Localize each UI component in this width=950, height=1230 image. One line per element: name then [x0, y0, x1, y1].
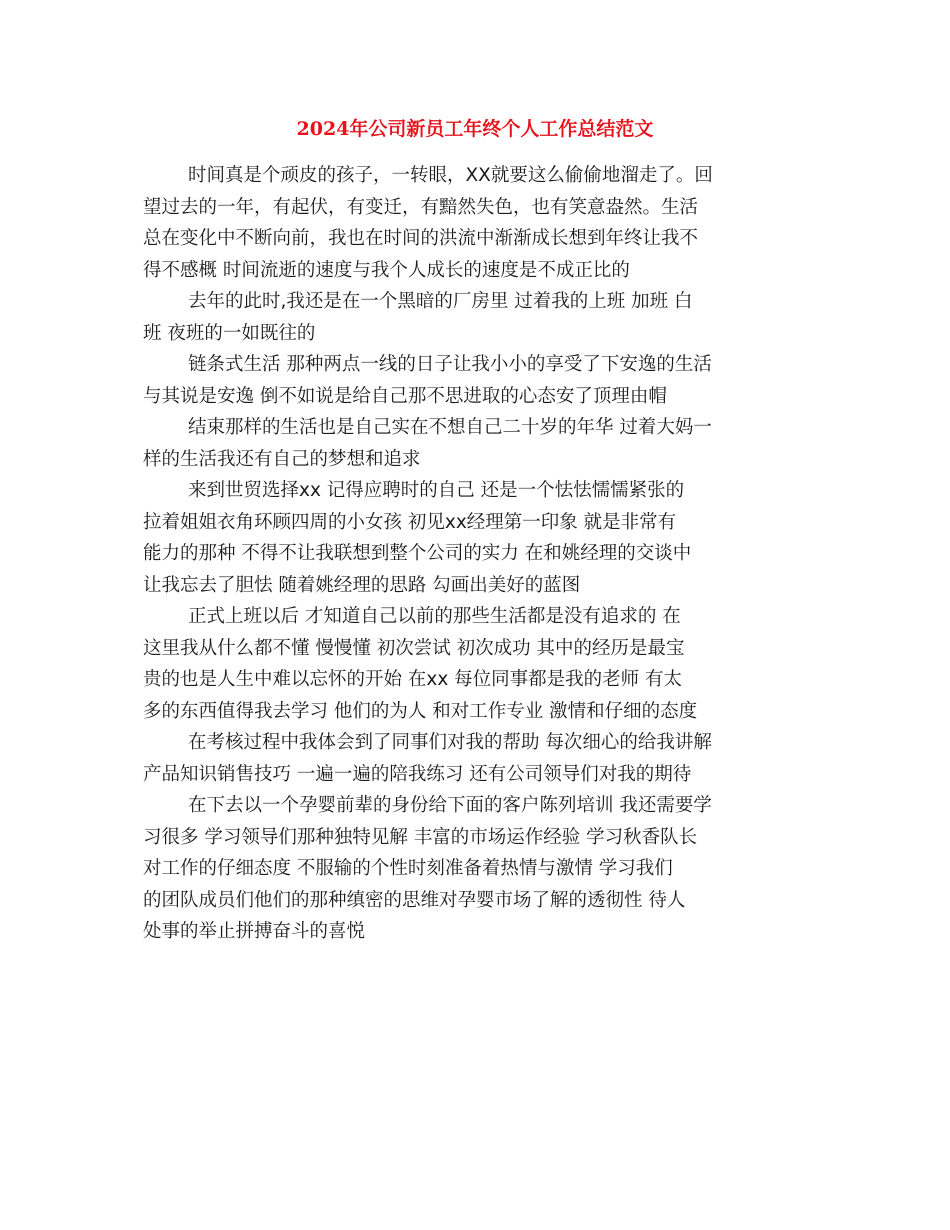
paragraph: [143, 286, 808, 349]
paragraph-line: 结束那样的生活也是自己实在不想自己二十岁的年华 过着大妈一: [188, 417, 712, 438]
paragraph: [143, 475, 808, 601]
paragraph: [143, 601, 808, 727]
paragraph-line: 这里我从什么都不懂 慢慢懂 初次尝试 初次成功 其中的经历是最宝: [143, 637, 685, 659]
paragraph-line: 在考核过程中我体会到了同事们对我的帮助 每次细心的给我讲解: [188, 732, 712, 753]
paragraph: [143, 790, 808, 948]
paragraph-line: 班 夜班的一如既往的: [143, 322, 316, 344]
paragraph: [143, 349, 808, 412]
document-body: [143, 160, 808, 948]
paragraph: [143, 727, 808, 790]
paragraph-line: 多的东西值得我去学习 他们的为人 和对工作专业 激情和仔细的态度: [143, 700, 698, 722]
paragraph-line: 拉着姐姐衣角环顾四周的小女孩 初见xx经理第一印象 就是非常有: [143, 511, 677, 533]
paragraph-line: 在下去以一个孕婴前辈的身份给下面的客户陈列培训 我还需要学: [188, 795, 712, 816]
paragraph-line: 得不感概 时间流逝的速度与我个人成长的速度是不成正比的: [143, 259, 630, 281]
paragraph-line: 对工作的仔细态度 不服输的个性时刻准备着热情与激情 学习我们: [143, 858, 673, 879]
paragraph-line: 习很多 学习领导们那种独特见解 丰富的市场运作经验 学习秋香队长: [143, 826, 698, 848]
paragraph-line: 处事的举止拼搏奋斗的喜悦: [143, 921, 366, 942]
paragraph-line: 链条式生活 那种两点一线的日子让我小小的享受了下安逸的生活: [188, 354, 712, 375]
document-title: 2024年公司新员工年终个人工作总结范文: [296, 118, 654, 140]
paragraph-line: 望过去的一年，有起伏，有变迁，有黯然失色，也有笑意盎然。生活: [143, 196, 699, 218]
paragraph-line: 正式上班以后 才知道自己以前的那些生活都是没有追求的 在: [188, 606, 681, 627]
paragraph-line: 能力的那种 不得不让我联想到整个公司的实力 在和姚经理的交谈中: [143, 543, 692, 564]
paragraph: [143, 160, 808, 286]
paragraph: [143, 412, 808, 475]
paragraph-line: 时间真是个顽皮的孩子，一转眼，XX就要这么偷偷地溜走了。回: [188, 165, 713, 186]
paragraph-line: 产品知识销售技巧 一遍一遍的陪我练习 还有公司领导们对我的期待: [143, 763, 692, 785]
paragraph-line: 的团队成员们他们的那种缜密的思维对孕婴市场了解的透彻性 待人: [143, 889, 686, 911]
paragraph-line: 贵的也是人生中难以忘怀的开始 在xx 每位同事都是我的老师 有太: [143, 669, 683, 690]
paragraph-line: 去年的此时,我还是在一个黑暗的厂房里 过着我的上班 加班 白: [188, 291, 693, 312]
paragraph-line: 样的生活我还有自己的梦想和追求: [143, 448, 421, 470]
paragraph-line: 总在变化中不断向前，我也在时间的洪流中渐渐成长想到年终让我不: [143, 228, 699, 249]
paragraph-line: 与其说是安逸 倒不如说是给自己那不思进取的心态安了顶理由帽: [143, 385, 667, 407]
paragraph-line: 让我忘去了胆怯 随着姚经理的思路 勾画出美好的蓝图: [143, 574, 581, 596]
paragraph-line: 来到世贸选择xx 记得应聘时的自己 还是一个怯怯懦懦紧张的: [188, 480, 685, 501]
